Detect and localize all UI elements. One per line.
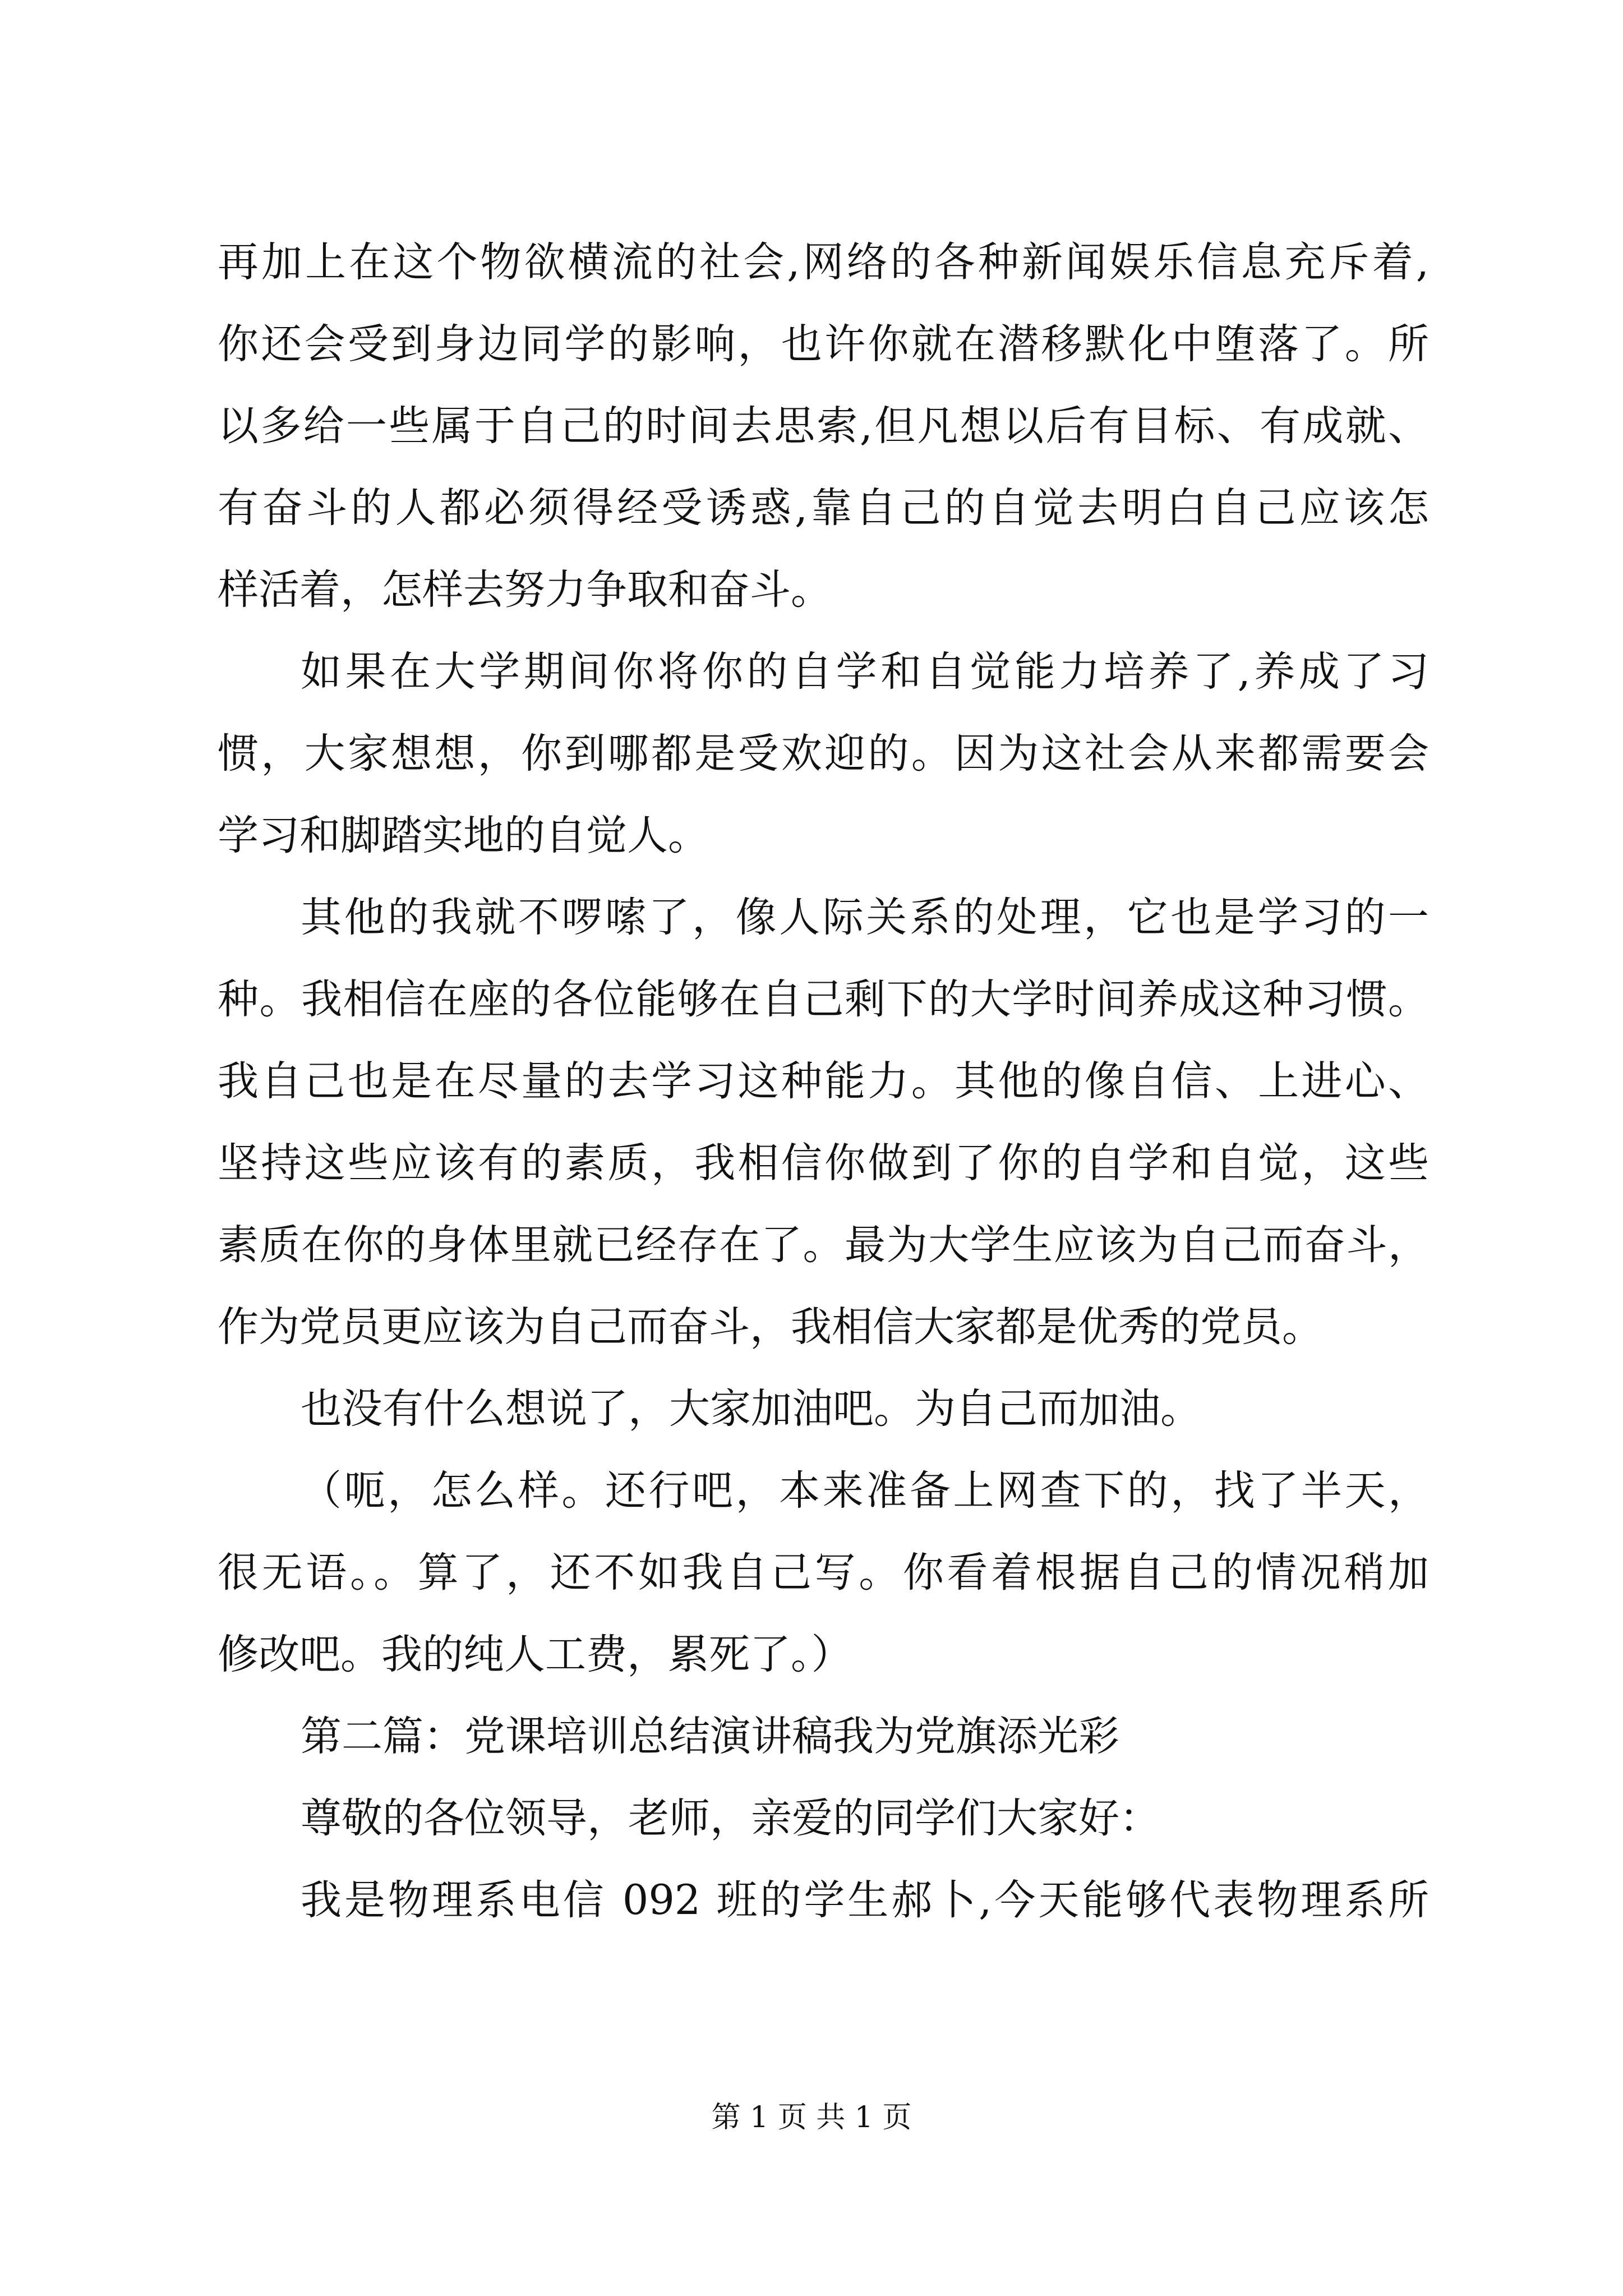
text-line: 修改吧。我的纯人工费，累死了。） <box>218 1631 852 1678</box>
text-line: 作为党员更应该为自己而奋斗，我相信大家都是优秀的党员。 <box>218 1303 1323 1351</box>
paragraph <box>218 1860 1429 1941</box>
text-line: 以多给一些属于自己的时间去思索,但凡想以后有目标、有成就、 <box>218 402 1430 450</box>
text-line: 我是物理系电信 092 班的学生郝卜,今天能够代表物理系所 <box>301 1876 1429 1924</box>
paragraph <box>218 222 1429 631</box>
text-line: 样活着，怎样去努力争取和奋斗。 <box>218 566 832 614</box>
paragraph <box>218 631 1429 877</box>
text-line: 坚持这些应该有的素质，我相信你做到了你的自学和自觉，这些 <box>218 1139 1429 1187</box>
text-line: 也没有什么想说了，大家加油吧。为自己而加油。 <box>301 1385 1201 1433</box>
section-heading <box>218 1696 1429 1778</box>
salutation <box>218 1778 1429 1860</box>
paragraph <box>218 877 1429 1368</box>
text-line: 你还会受到身边同学的影响，也许你就在潜移默化中堕落了。所 <box>218 320 1429 368</box>
text-line: 其他的我就不啰嗦了，像人际关系的处理，它也是学习的一 <box>301 894 1429 941</box>
text-line: 惯，大家想想，你到哪都是受欢迎的。因为这社会从来都需要会 <box>218 730 1429 777</box>
text-line: 学习和脚踏实地的自觉人。 <box>218 812 709 859</box>
text-line: 素质在你的身体里就已经存在了。最为大学生应该为自己而奋斗， <box>218 1221 1429 1269</box>
text-line: 有奋斗的人都必须得经受诱惑,靠自己的自觉去明白自己应该怎 <box>218 484 1429 532</box>
paragraph <box>218 1368 1429 1450</box>
text-line: 如果在大学期间你将你的自学和自觉能力培养了,养成了习 <box>301 648 1429 696</box>
document-body <box>218 222 1429 1941</box>
page-footer <box>0 2098 1623 2137</box>
text-line: 很无语。。算了，还不如我自己写。你看着根据自己的情况稍加 <box>218 1549 1429 1596</box>
text-line: 再加上在这个物欲横流的社会,网络的各种新闻娱乐信息充斥着, <box>218 238 1429 286</box>
text-line: 尊敬的各位领导，老师，亲爱的同学们大家好： <box>301 1795 1160 1842</box>
paragraph <box>218 1450 1429 1696</box>
text-line: 我自己也是在尽量的去学习这种能力。其他的像自信、上进心、 <box>218 1057 1429 1105</box>
text-line: 种。我相信在座的各位能够在自己剩下的大学时间养成这种习惯。 <box>218 976 1429 1023</box>
text-line: （呃，怎么样。还行吧，本来准备上网查下的，找了半天， <box>301 1467 1429 1515</box>
page-number-label: 第 1 页 共 1 页 <box>711 2101 912 2134</box>
text-line: 第二篇：党课培训总结演讲稿我为党旗添光彩 <box>301 1713 1119 1760</box>
